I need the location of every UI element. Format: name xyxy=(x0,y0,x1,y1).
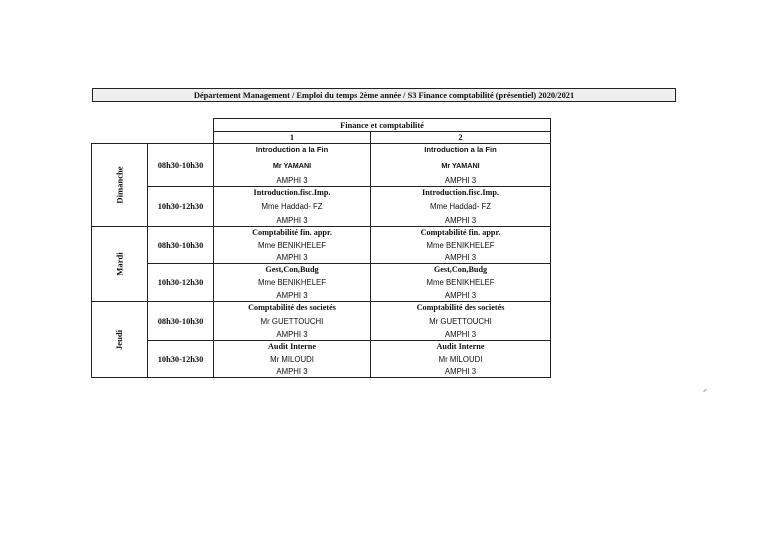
column-header-1: 1 xyxy=(213,131,371,144)
corner-blank xyxy=(91,118,214,144)
time-slot: 08h30-10h30 xyxy=(147,226,214,264)
day-label-mardi: Mardi xyxy=(91,226,148,302)
room-name: AMPHI 3 xyxy=(276,330,308,340)
teacher-name: Mme BENIKHELEF xyxy=(257,240,327,250)
course-name: Comptabilité des societés xyxy=(416,303,505,312)
room-name: AMPHI 3 xyxy=(444,216,477,226)
room-name: AMPHI 3 xyxy=(276,176,308,186)
room-name: AMPHI 3 xyxy=(276,367,308,377)
day-label-dimanche: Dimanche xyxy=(91,143,148,227)
course-name: Introduction a la Fin xyxy=(255,145,329,154)
page-title: Département Management / Emploi du temps 2ème année / S3 Finance comptabilité (présentiel) 2020/2021 xyxy=(92,88,676,102)
teacher-name: Mr GUETTOUCHI xyxy=(429,316,492,326)
course-cell xyxy=(370,340,551,378)
course-cell xyxy=(213,143,371,187)
room-name: AMPHI 3 xyxy=(276,253,308,263)
course-name: Gest,Con,Budg xyxy=(433,265,488,274)
teacher-name: Mme BENIKHELEF xyxy=(426,278,495,288)
teacher-name: Mme BENIKHELEF xyxy=(257,278,327,288)
teacher-name: Mr YAMANI xyxy=(441,160,480,170)
time-slot: 10h30-12h30 xyxy=(147,263,214,302)
time-slot: 08h30-10h30 xyxy=(147,301,214,341)
course-cell xyxy=(370,263,551,302)
course-cell xyxy=(213,226,371,264)
room-name: AMPHI 3 xyxy=(276,216,308,226)
course-cell xyxy=(370,301,551,341)
room-name: AMPHI 3 xyxy=(276,291,308,301)
course-cell xyxy=(370,186,551,227)
group-header: Finance et comptabilité xyxy=(213,118,551,132)
room-name: AMPHI 3 xyxy=(444,291,477,301)
course-name: Comptabilité fin. appr. xyxy=(252,228,332,237)
course-name: Audit Interne xyxy=(436,342,485,351)
course-name: Gest,Con,Budg xyxy=(265,265,319,274)
teacher-name: Mr GUETTOUCHI xyxy=(260,316,324,326)
room-name: AMPHI 3 xyxy=(444,330,477,340)
teacher-name: Mme BENIKHELEF xyxy=(426,240,495,250)
course-cell xyxy=(213,301,371,341)
course-name: Introduction.fisc.Imp. xyxy=(422,188,499,197)
time-slot: 08h30-10h30 xyxy=(147,143,214,187)
day-label-jeudi: Jeudi xyxy=(91,301,148,378)
course-cell xyxy=(370,143,551,187)
course-cell xyxy=(370,226,551,264)
course-cell xyxy=(213,340,371,378)
teacher-name: Mr YAMANI xyxy=(272,160,312,170)
course-name: Introduction.fisc.Imp. xyxy=(253,188,331,197)
teacher-name: Mr MILOUDI xyxy=(438,354,483,364)
scan-mark xyxy=(703,389,707,392)
time-slot: 10h30-12h30 xyxy=(147,186,214,227)
course-cell xyxy=(213,186,371,227)
column-header-2: 2 xyxy=(370,131,551,144)
course-name: Audit Interne xyxy=(268,342,316,351)
course-cell xyxy=(213,263,371,302)
time-slot: 10h30-12h30 xyxy=(147,340,214,378)
teacher-name: Mme Haddad- FZ xyxy=(429,202,492,212)
room-name: AMPHI 3 xyxy=(444,176,477,186)
course-name: Comptabilité des societés xyxy=(248,303,336,312)
room-name: AMPHI 3 xyxy=(444,367,477,377)
teacher-name: Mme Haddad- FZ xyxy=(261,202,323,212)
course-name: Comptabilité fin. appr. xyxy=(420,228,501,237)
timetable xyxy=(91,118,550,377)
room-name: AMPHI 3 xyxy=(444,253,477,263)
course-name: Introduction a la Fin xyxy=(424,145,497,154)
teacher-name: Mr MILOUDI xyxy=(270,354,314,364)
